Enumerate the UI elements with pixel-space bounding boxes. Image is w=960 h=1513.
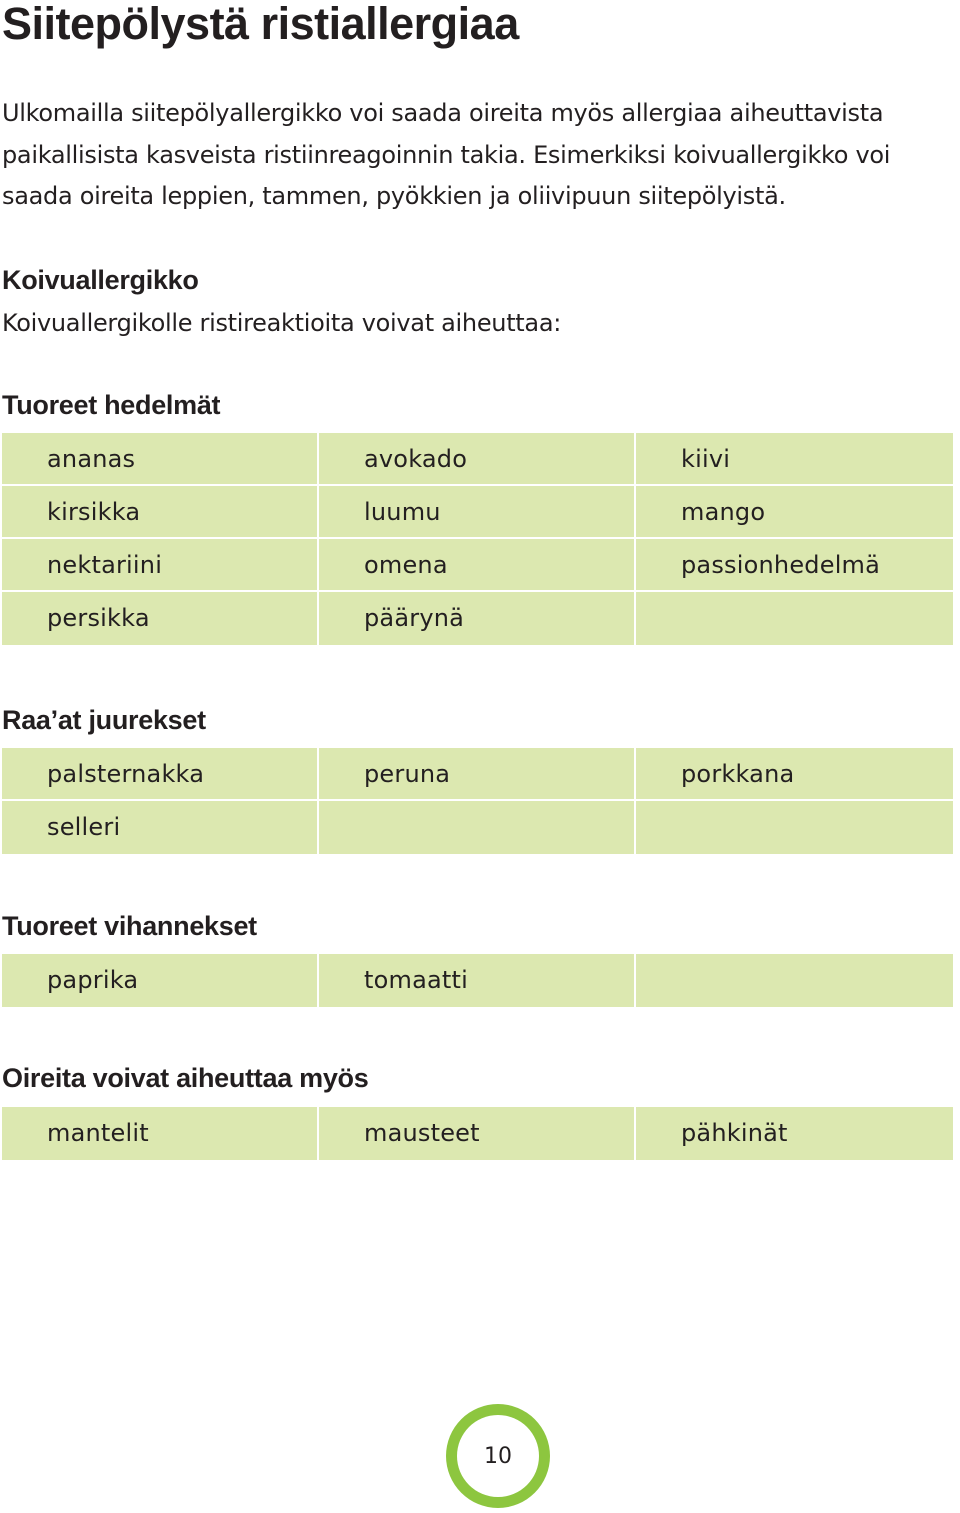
section-heading-fresh-vegetables: Tuoreet vihannekset [2, 911, 257, 941]
table-cell: palsternakka [2, 748, 319, 801]
section-heading-fresh-fruits: Tuoreet hedelmät [2, 390, 221, 420]
fresh-vegetables-table [2, 954, 953, 1007]
raw-roots-table [2, 748, 953, 854]
table-cell: nektariini [2, 539, 319, 592]
table-cell: luumu [319, 486, 636, 539]
fresh-fruits-table [2, 433, 953, 645]
table-cell: persikka [2, 592, 319, 645]
section-heading-raw-roots: Raa’at juurekset [2, 705, 206, 735]
birch-allergy-subtext: Koivuallergikolle ristireaktioita voivat aiheuttaa: [2, 309, 562, 337]
table-cell: peruna [319, 748, 636, 801]
table-cell: mausteet [319, 1107, 636, 1160]
table-cell: mantelit [2, 1107, 319, 1160]
also-symptoms-table [2, 1107, 953, 1160]
birch-allergy-heading: Koivuallergikko [2, 265, 199, 295]
table-cell: passionhedelmä [636, 539, 953, 592]
table-cell: avokado [319, 433, 636, 486]
table-cell [319, 801, 636, 854]
page-number-badge [446, 1404, 550, 1508]
table-cell: kiivi [636, 433, 953, 486]
table-cell: kirsikka [2, 486, 319, 539]
table-cell [636, 801, 953, 854]
table-cell: paprika [2, 954, 319, 1007]
page-number: 10 [457, 1415, 539, 1497]
table-cell: omena [319, 539, 636, 592]
page-title: Siitepölystä ristiallergiaa [2, 0, 519, 49]
section-heading-also-symptoms: Oireita voivat aiheuttaa myös [2, 1063, 369, 1093]
table-cell: pähkinät [681, 1119, 788, 1147]
table-cell: tomaatti [319, 954, 636, 1007]
table-cell: päärynä [319, 592, 636, 645]
table-cell: mango [636, 486, 953, 539]
table-cell [636, 954, 953, 1007]
table-cell: selleri [2, 801, 319, 854]
table-cell: ananas [2, 433, 319, 486]
intro-paragraph: Ulkomailla siitepölyallergikko voi saada oireita myös allergiaa aiheuttavista paikallisista kasveista ristiinreagoinnin takia. Esimerkiksi koivuallergikko voi saada oireita leppien, tammen, pyökkien ja oliivipuun siitepölyistä. [2, 99, 891, 210]
table-cell: porkkana [636, 748, 953, 801]
table-cell [636, 592, 953, 645]
